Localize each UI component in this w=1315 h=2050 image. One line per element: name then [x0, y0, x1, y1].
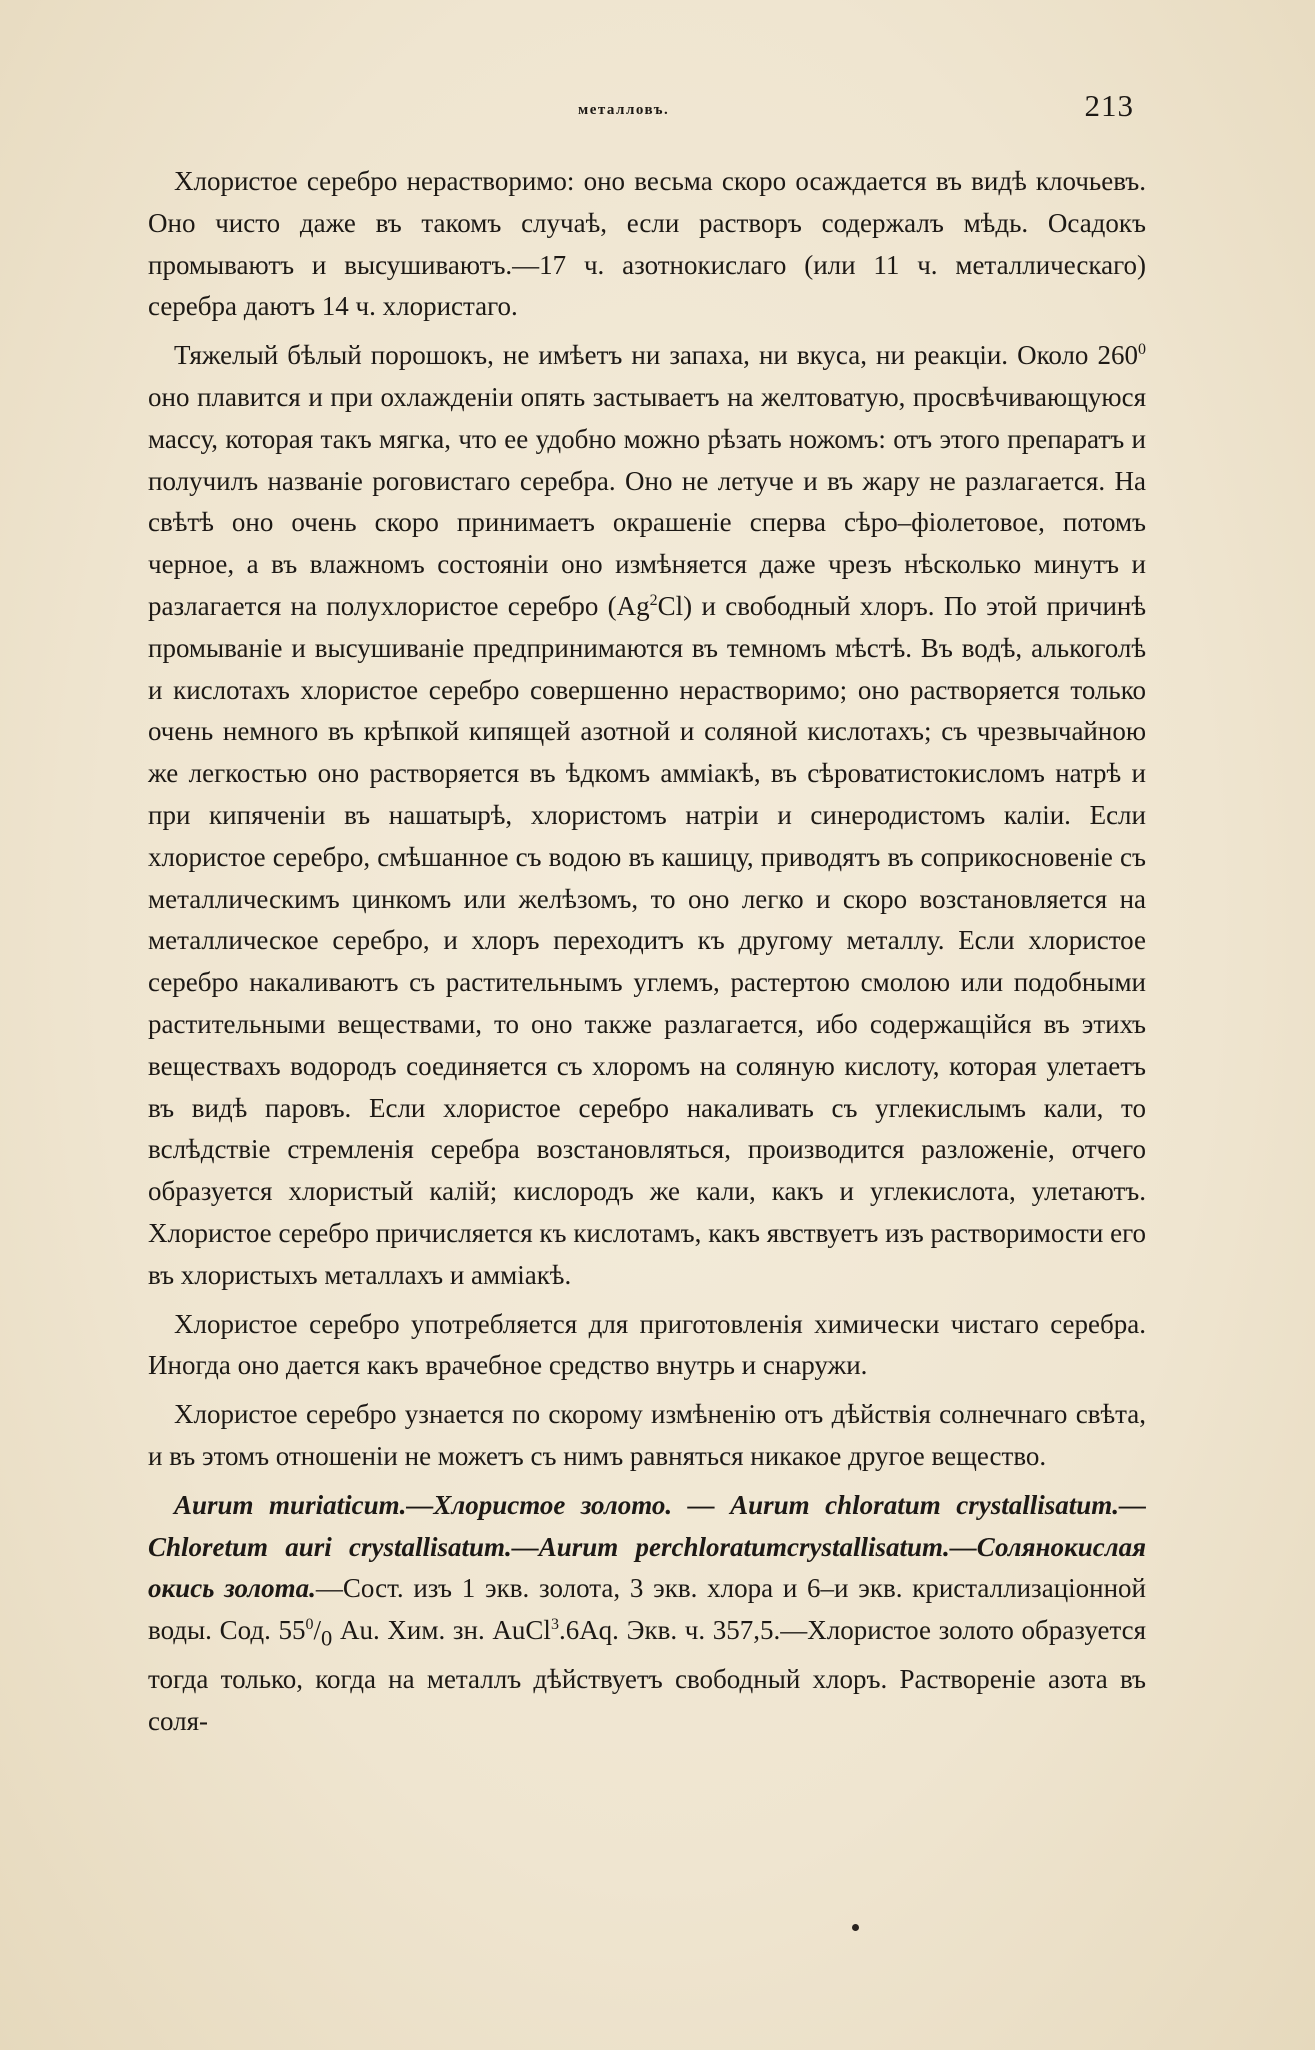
paragraph-3-text: Хлористое серебро употребляется для приготовленiя химически чистаго серебра. Иногда оно дается какъ врачебное средство внутрь и снаружи.: [148, 1308, 1146, 1381]
percent-slash: /: [313, 1615, 322, 1646]
paragraph-2-text-b: оно плавится и при охлажденiи опять застываетъ на желтоватую, просвѣчивающуюся массу, которая такъ мягка, что ее удобно можно рѣзать ножомъ: отъ этого препаратъ и получилъ названiе роговистаго серебра. Оно не летуче и въ жару не разлагается. На свѣтѣ оно очень скоро принимаетъ окрашенiе сперва сѣро–фiолетовое, потомъ черное, а въ влажномъ состоянiи оно измѣняется даже чрезъ нѣсколько минутъ и разлагается на полухлористое серебро (Ag: [148, 381, 1146, 621]
degree-mark: 0: [1138, 341, 1146, 359]
formula-superscript-3: 3: [550, 1616, 559, 1634]
formula-superscript: 2: [649, 591, 658, 609]
page-header: [140, 88, 1140, 128]
paragraph-2: [148, 335, 1146, 1296]
paragraph-5-text-c: .6Aq. Экв. ч. 357,5.—Хлористое золото образуется тогда только, когда на металлъ дѣйствуетъ свободный хлоръ. Растворенiе азота въ соля-: [148, 1615, 1146, 1737]
paragraph-2-text-a: Тяжелый бѣлый порошокъ, не имѣетъ ни запаха, ни вкуса, ни реакцiи. Около 260: [174, 340, 1138, 371]
paragraph-4-text: Хлористое серебро узнается по скорому измѣненiю отъ дѣйствiя солнечнаго свѣта, и въ этомъ отношенiи не можетъ съ нимъ равняться никакое другое вещество.: [148, 1399, 1146, 1471]
paragraph-5-text-a: —Сост. изъ 1 экв. золота, 3 экв. хлора и 6–и экв. кристаллизацiонной воды. Сод. 55: [148, 1573, 1146, 1646]
running-head: металловъ.: [578, 102, 670, 118]
paragraph-5-latin-names: Aurum muriaticum.—Хлористое золото. — Aurum chloratum crystallisatum.—Chloretum auri crystallisatum.—Aurum perchloratumcrystallisatum.—Солянокислая окись золота.: [148, 1489, 1146, 1604]
paragraph-1-text: Хлористое серебро нерастворимо: оно весьма скоро осаждается въ видѣ клочьевъ. Оно чисто даже въ такомъ случаѣ, если растворъ содержалъ мѣдь. Осадокъ промываютъ и высушиваютъ.—17 ч. азотнокислаго (или 11 ч. металлическаго) серебра даютъ 14 ч. хлористаго.: [148, 166, 1146, 322]
page-number: 213: [1084, 88, 1134, 123]
paragraph-2-text-c: Cl) и свободный хлоръ. По этой причинѣ промыванiе и высушиванiе предпринимаются въ темномъ мѣстѣ. Въ водѣ, алькоголѣ и кислотахъ хлористое серебро совершенно нерастворимо; оно растворяется только очень немного въ крѣпкой кипящей азотной и соляной кислотахъ; съ чрезвычайною же легкостью оно растворяется въ ѣдкомъ амміакѣ, въ сѣроватистокисломъ натрѣ и при кипяченiи въ нашатырѣ, хлористомъ натрiи и синеродистомъ калiи. Если хлористое серебро, смѣшанное съ водою въ кашицу, приводятъ въ соприкосновенiе съ металлическимъ цинкомъ или желѣзомъ, то оно легко и скоро возстановляется на металлическое серебро, и хлоръ переходитъ къ другому металлу. Если хлористое серебро накаливаютъ съ растительнымъ углемъ, растертою смолою или подобными растительными веществами, то оно также разлагается, ибо содержащiйся въ этихъ веществахъ водородъ соединяется съ хлоромъ на соляную кислоту, которая улетаетъ въ видѣ паровъ. Если хлористое серебро накаливать съ углекислымъ кали, то вслѣдствiе стремленiя серебра возстановляться, производится разложенiе, отчего образуется хлористый калiй; кислородъ же кали, какъ и углекислота, улетаютъ. Хлористое серебро причисляется къ кислотамъ, какъ явствуетъ изъ растворимости его въ хлористыхъ металлахъ и амміакѣ.: [148, 590, 1146, 1290]
percent-sup: 0: [305, 1616, 314, 1634]
print-speck: [852, 1924, 859, 1931]
percent-sub: 0: [321, 1625, 333, 1651]
paragraph-1: [148, 161, 1146, 328]
body-text: [148, 161, 1146, 1750]
paragraph-5-text-b: Au. Хим. зн. AuCl: [332, 1615, 551, 1646]
paragraph-5: [148, 1485, 1146, 1743]
paragraph-3: [148, 1304, 1146, 1388]
paragraph-4: [148, 1394, 1146, 1478]
